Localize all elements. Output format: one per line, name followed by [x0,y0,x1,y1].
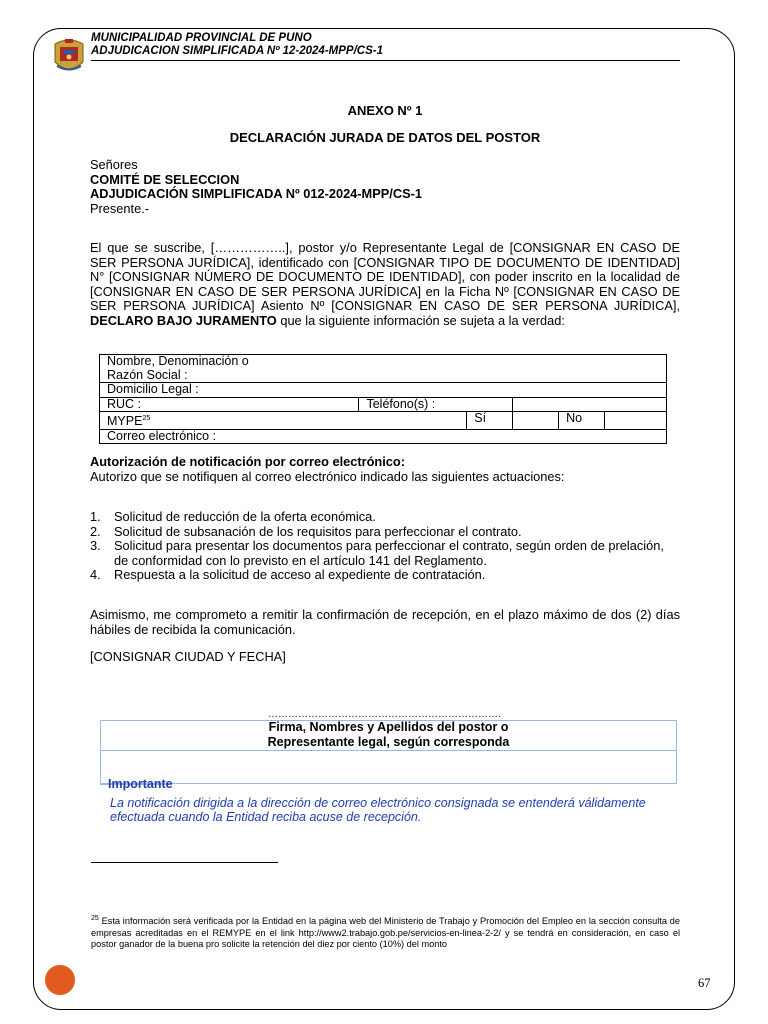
ruc-cell: RUC : [100,397,359,412]
annex-title: ANEXO Nº 1 [347,103,423,118]
signature-caption-line1: Firma, Nombres y Apellidos del postor o [268,720,509,734]
addressee-committee: COMITÉ DE SELECCION [90,171,240,187]
authorization-block [90,455,572,484]
signature-box-divider [100,750,677,751]
document-header [91,32,383,58]
authorization-text: Autorizo que se notifiquen al correo electrónico indicado las siguientes actuaciones: [90,468,565,484]
name-label: Nombre, Denominación o [107,354,249,368]
name-label-2: Razón Social : [107,367,188,382]
table-row [100,429,667,444]
footnote-text: Esta información será verificada por la Entidad en la página web del Ministerio de Trabajo y Promoción del Empleo en la sección consulta de empresas acreditadas en el REMYPE en el link http://www2.trabajo.gob.pe/servicios-en-linea-2-2/ y se tendrá en consideración, en caso el postor ganador de la buena pro solicite la retención del diez por ciento (10%) del monto [91,916,680,950]
address-cell: Domicilio Legal : [100,383,667,398]
addressee-present: Presente.- [90,200,150,216]
list-text: Respuesta a la solicitud de acceso al expediente de contratación. [114,567,486,582]
municipal-seal-icon [51,36,87,76]
actions-list [90,510,680,583]
header-divider [91,60,680,61]
si-cell: Sí [467,412,513,430]
intro-declaration: DECLARO BAJO JURAMENTO [90,312,277,328]
email-cell: Correo electrónico : [100,429,667,444]
annex-subtitle: DECLARACIÓN JURADA DE DATOS DEL POSTOR [229,130,541,145]
no-check-cell [605,412,667,430]
si-check-cell [513,412,559,430]
no-cell: No [559,412,605,430]
list-item [90,539,680,568]
bidder-data-table [99,354,667,444]
authorization-title: Autorización de notificación por correo electrónico: [90,454,405,469]
list-number: 1. [90,509,101,524]
list-number: 2. [90,523,101,539]
orange-circle-icon [45,965,75,995]
list-text: Solicitud para presentar los documentos para perfeccionar el contrato, según orden de prelación, de conformidad con lo previsto en el artículo 141 del Reglamento. [114,538,664,568]
phone-cell: Teléfono(s) : [359,397,513,412]
intro-tail: que la siguiente información se sujeta a la verdad: [280,312,565,328]
important-title: Importante [108,777,173,791]
mype-cell [100,412,467,430]
commitment-paragraph: Asimismo, me comprometo a remitir la confirmación de recepción, en el plazo máximo de dos (2) días hábiles de recibida la comunicación. [90,607,680,637]
list-number: 4. [90,567,101,582]
mype-label: MYPE [107,414,143,429]
mype-footnote-mark: 25 [142,415,151,422]
addressee-line: Señores [90,157,138,172]
signature-caption [100,720,677,749]
list-text: Solicitud de reducción de la oferta económica. [114,509,376,524]
footnote-separator [91,862,278,863]
phone-value-cell [513,397,667,412]
intro-paragraph [90,241,680,328]
list-number: 3. [90,538,101,553]
table-row [100,383,667,398]
table-row [100,412,667,430]
important-text: La notificación dirigida a la dirección de correo electrónico consignada se entenderá válidamente efectuada cuando la Entidad reciba acuse de recepción. [110,796,646,824]
intro-text: El que se suscribe, [……………..], postor y/o Representante Legal de [CONSIGNAR EN CASO DE SER PERSONA JURÍDICA], identificado con [CONSIGNAR TIPO DE DOCUMENTO DE IDENTIDAD] N° [CONSIGNAR NÚMERO DE DOCUMENTO DE IDENTIDAD], con poder inscrito en la localidad de [CONSIGNAR EN CASO DE SER PERSONA JURÍDICA] en la Ficha Nº [CONSIGNAR EN CASO DE SER PERSONA JURÍDICA] Asiento Nº [CONSIGNAR EN CASO DE SER PERSONA JURÍDICA], [90,240,680,313]
addressee-process: ADJUDICACIÓN SIMPLIFICADA Nº 012-2024-MPP/CS-1 [90,186,423,201]
signature-line: ……………………………………………………………. [268,709,501,720]
list-item [90,525,551,540]
header-municipality: MUNICIPALIDAD PROVINCIAL DE PUNO [91,32,312,44]
page-number: 67 [698,976,711,990]
table-row [100,397,667,412]
list-item [90,510,680,525]
list-item [90,568,680,583]
list-text: Solicitud de subsanación de los requisitos para perfeccionar el contrato. [114,523,522,539]
signature-caption-line2: Representante legal, según corresponda [267,734,510,749]
table-row [100,355,667,383]
footnote-mark: 25 [91,915,99,922]
city-date: [CONSIGNAR CIUDAD Y FECHA] [90,649,286,664]
addressee-block [90,158,680,216]
footnote [91,913,680,951]
name-cell [100,355,667,383]
header-process: ADJUDICACION SIMPLIFICADA Nº 12-2024-MPP/CS-1 [91,45,383,57]
